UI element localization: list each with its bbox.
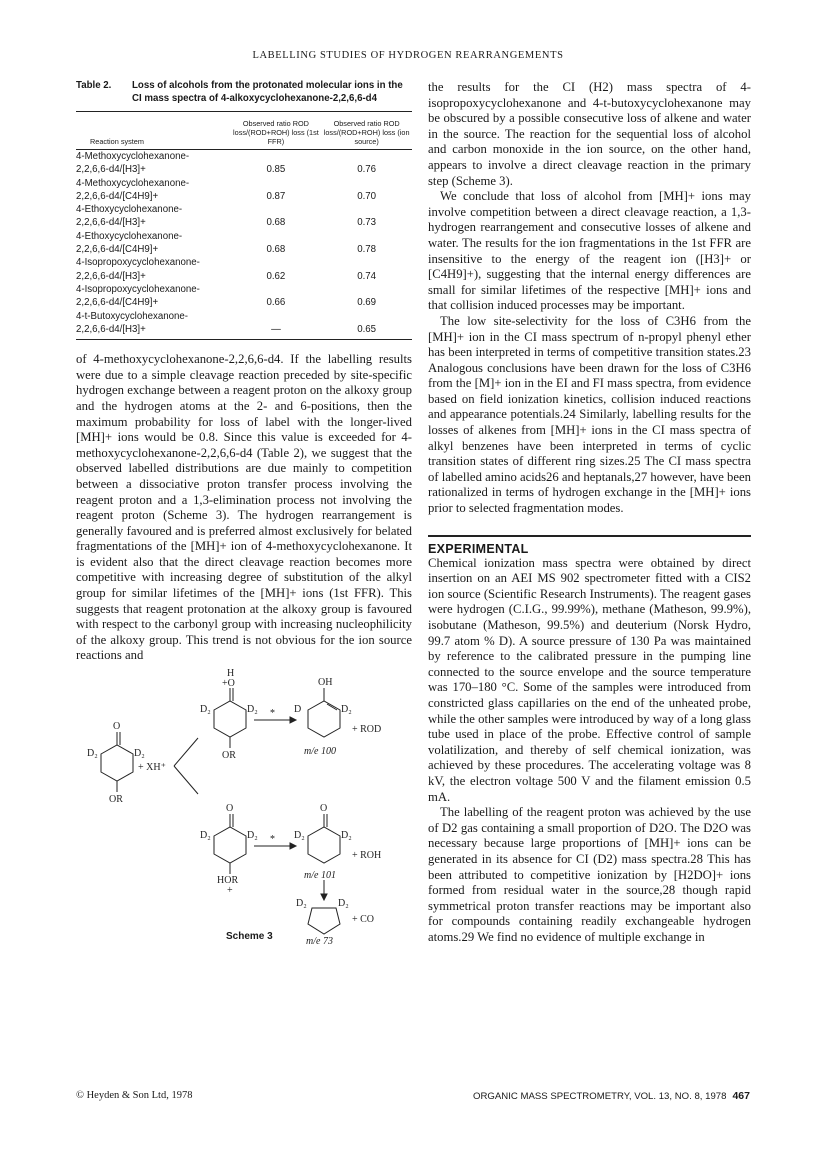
- ratio-ffr: —: [271, 323, 281, 335]
- table-row: [76, 203, 412, 216]
- ratio-ffr: 0.66: [266, 297, 286, 309]
- svg-text:+ CO: + CO: [352, 914, 375, 926]
- svg-text:+ XH⁺: + XH⁺: [138, 762, 166, 774]
- scheme-caption: Scheme 3: [226, 931, 273, 943]
- svg-text:D₂: D₂: [200, 830, 211, 842]
- experimental-paragraph-2: The labelling of the reagent proton was achieved by the use of D2 gas containing a small proportion of D2O. The D2O was necessary because large proportions of [MH]+ ions can be generated in its absence for CI (D2) mass spectra.28 This has been attributed to competitive ionization by [H2DO]+ ions formed from residual water in the source,28 though rapid symmetrical proton transfer reactions may be important also for compounds containing readily exchangeable hydrogen atoms.29 We find no evidence of multiple exchange in: [428, 805, 751, 944]
- scheme-diagram: [76, 668, 412, 948]
- reaction-system-reagent: 2,2,6,6-d4/[C4H9]+: [76, 297, 159, 309]
- ring-product-100: [308, 701, 340, 737]
- table-title: Loss of alcohols from the protonated molecular ions in the CI mass spectra of 4-alkoxycyclohexanone-2,2,6,6-d4: [132, 80, 403, 104]
- ratio-ffr: 0.62: [266, 270, 286, 282]
- table-row: [76, 283, 412, 296]
- table-row: [76, 163, 412, 176]
- reaction-system-reagent: 2,2,6,6-d4/[H3]+: [76, 217, 146, 229]
- svg-text:OR: OR: [109, 794, 123, 806]
- reaction-system-name: 4-Methoxycyclohexanone-: [76, 177, 190, 189]
- reaction-system-name: 4-Methoxycyclohexanone-: [76, 151, 190, 162]
- ratio-ffr: 0.87: [266, 190, 286, 202]
- scheme-o-start: O: [113, 721, 121, 733]
- footer-journal: [473, 1090, 750, 1102]
- svg-text:OR: OR: [222, 750, 236, 762]
- svg-text:D₂: D₂: [247, 704, 258, 716]
- ratio-ffr: 0.85: [266, 164, 286, 176]
- svg-text:*: *: [270, 834, 275, 846]
- svg-text:D₂: D₂: [296, 898, 307, 910]
- svg-text:D₂: D₂: [134, 748, 145, 760]
- ring-product-73: [308, 908, 340, 934]
- svg-text:D₂: D₂: [247, 830, 258, 842]
- ratio-ion-source: 0.74: [357, 270, 377, 282]
- ratio-ffr: 0.68: [266, 217, 286, 229]
- right-column: [428, 80, 751, 945]
- reaction-system-reagent: 2,2,6,6-d4/[C4H9]+: [76, 244, 159, 256]
- table-row: [76, 190, 412, 203]
- svg-text:H: H: [227, 668, 235, 680]
- svg-text:OH: OH: [318, 677, 333, 689]
- right-paragraph-3: The low site-selectivity for the loss of C3H6 from the [MH]+ ion in the CI mass spectrum of n-propyl phenyl ether has been interpreted in terms of competitive transition states.23 Analogous conclusions have been drawn for the loss of C3H6 from the [M]+ ion in the EI and FI mass spectra, from evidence based on field ionization kinetics, collision induced reactions and appearance potentials.24 Similarly, labelling results for the losses of alkenes from [MH]+ ions in the CI mass spectra of alkyl benzenes have been interpreted in terms of cyclic transition states of different ring sizes.25 The CI mass spectra of labelled amino acids26 and heptanals,27 however, have been rationalized in terms of hydrogen exchange in the [MH]+ ions prior to selected fragmentation modes.: [428, 313, 751, 516]
- reaction-system-reagent: 2,2,6,6-d4/[C4H9]+: [76, 190, 159, 202]
- ratio-ion-source: 0.73: [357, 217, 377, 229]
- svg-text:D₂: D₂: [200, 704, 211, 716]
- reaction-system-name: 4-Ethoxycyclohexanone-: [76, 230, 183, 242]
- table-row: [76, 150, 412, 163]
- ratio-ion-source: 0.76: [357, 164, 377, 176]
- svg-text:O: O: [320, 803, 328, 815]
- table-row: [76, 270, 412, 283]
- ring-product-101: [308, 827, 340, 863]
- table-row: [76, 323, 412, 336]
- svg-text:m/e 101: m/e 101: [304, 870, 336, 882]
- header-ffr: Observed ratio ROD loss/(ROD+ROH) loss (1st FFR): [233, 119, 319, 146]
- reaction-system-name: 4-t-Butoxycyclohexanone-: [76, 310, 189, 322]
- right-paragraph-1: the results for the CI (H2) mass spectra of 4-isopropoxycyclohexanone and 4-t-butoxycyclohexanone may be obscured by a possible consecutive loss of alkene and water in the source. The reaction for the sequential loss of alcohol and carbon monoxide in the ion source, on the other hand, appears to involve a direct cleavage reaction in the primary step (Scheme 3).: [428, 80, 751, 188]
- svg-text:+: +: [227, 885, 233, 897]
- table-header: [76, 112, 412, 149]
- table-caption: [76, 80, 412, 105]
- ring-lower: [214, 827, 246, 863]
- experimental-heading: EXPERIMENTAL: [428, 535, 751, 556]
- scheme-3: [76, 668, 412, 948]
- reaction-system-reagent: 2,2,6,6-d4/[H3]+: [76, 164, 146, 176]
- ring-upper: [214, 701, 246, 737]
- footer-copyright: © Heyden & Son Ltd, 1978: [76, 1090, 193, 1101]
- svg-text:+ ROD: + ROD: [352, 724, 382, 736]
- svg-text:D: D: [294, 704, 302, 716]
- header-reaction-system: Reaction system: [90, 137, 144, 146]
- svg-text:HOR: HOR: [217, 875, 239, 887]
- svg-text:D₂: D₂: [341, 830, 352, 842]
- table-row: [76, 243, 412, 256]
- footer-page-number: 467: [732, 1090, 750, 1102]
- left-paragraph: of 4-methoxycyclohexanone-2,2,6,6-d4. If the labelling results were due to a simple cleavage reaction preceded by site-specific hydrogen exchange between a reagent proton on the alkoxy group and the hydrogen atoms at the 2- and 6-positions, then the maximum probability for loss of label with the longer-lived [MH]+ ions would be 0.8. Since this value is exceeded for 4-methoxycyclohexanone-2,2,6,6-d4 (Table 2), we suggest that the observed labelled distributions are due mainly to competition between a dissociative proton transfer process involving the reagent proton and a 1,3-elimination process not involving the reagent proton (Scheme 3). The hydrogen rearrangement is generally favoured and is preferred almost exclusively for belated fragmentations of the [MH]+ ion of 4-methoxycyclohexanone. It is evident also that the direct cleavage reaction becomes more competitive with increasing degree of substitution of the alkyl group for similar lifetimes of the [MH]+ ions (1st FFR). This suggests that reagent protonation at the alkoxy group is favoured with respect to the carbonyl group with increasing nucleophilicity of the alkoxy group. This trend is not obvious for the ion source reactions and: [76, 352, 412, 663]
- svg-text:O: O: [226, 803, 234, 815]
- running-head: LABELLING STUDIES OF HYDROGEN REARRANGEMENTS: [252, 50, 564, 61]
- ratio-ffr: 0.68: [266, 244, 286, 256]
- svg-text:+O: +O: [222, 678, 235, 690]
- footer-journal-name: ORGANIC MASS SPECTROMETRY, VOL. 13, NO. 8, 1978: [473, 1091, 727, 1102]
- svg-text:D₂: D₂: [87, 748, 98, 760]
- table-body: [76, 150, 412, 336]
- table-row: [76, 310, 412, 323]
- ring-start: [101, 745, 133, 781]
- table-row: [76, 216, 412, 229]
- reaction-system-name: 4-Isopropoxycyclohexanone-: [76, 257, 200, 269]
- experimental-paragraph-1: Chemical ionization mass spectra were obtained by direct insertion on an AEI MS 902 spectrometer fitted with a CIS2 ion source (Scientific Research Instruments). The reagent gases were hydrogen (C.I.G., 99.99%), methane (Matheson, 99.9%), isobutane (Matheson, 99.5%) and deuterium (Norsk Hydro, 99.7 atom % D). A source pressure of 130 Pa was maintained by reference to the calibrated pressure in the pumping line connected to the source envelope and the source temperature was 170–180 °C. Some of the samples were introduced from constricted glass capillaries on the end of the unheated probe, while the other samples were introduced by way of a long glass tube used in place of the probe. Effective control of sample volatilization, and thereby of self chemical ionization, was achieved by these procedures. The accelerating voltage was 8 kV, the electron voltage 500 V and the filament emission 0.5 mA.: [428, 555, 751, 804]
- svg-text:D₂: D₂: [294, 830, 305, 842]
- svg-text:*: *: [270, 708, 275, 720]
- right-paragraph-2: We conclude that loss of alcohol from [MH]+ ions may involve competition between a direct cleavage reaction, a 1,3-hydrogen rearrangement and consecutive losses of alkene and water. The results for the ion fragmentations in the 1st FFR are insensitive to the energy of the reagent ion ([H3]+ or [C4H9]+), suggesting that the internal energy differences are small for similar lifetimes of the respective [MH]+ ions and that collision induced processes may be important.: [428, 189, 751, 313]
- ratio-ion-source: 0.69: [357, 297, 377, 309]
- reaction-system-reagent: 2,2,6,6-d4/[H3]+: [76, 270, 146, 282]
- svg-text:m/e 73: m/e 73: [306, 936, 333, 948]
- svg-text:+ ROH: + ROH: [352, 850, 382, 862]
- table-row: [76, 256, 412, 269]
- ratio-ion-source: 0.78: [357, 244, 377, 256]
- left-column: [76, 80, 412, 948]
- svg-text:D₂: D₂: [341, 704, 352, 716]
- table-row: [76, 230, 412, 243]
- table-row: [76, 296, 412, 309]
- reaction-system-reagent: 2,2,6,6-d4/[H3]+: [76, 323, 146, 335]
- ratio-ion-source: 0.65: [357, 323, 377, 335]
- ratio-ion-source: 0.70: [357, 190, 377, 202]
- table-label: Table 2.: [76, 80, 112, 91]
- table-bottom-rule: [76, 339, 412, 340]
- reaction-system-name: 4-Ethoxycyclohexanone-: [76, 204, 183, 216]
- header-ion-source: Observed ratio ROD loss/(ROD+ROH) loss (ion source): [323, 119, 410, 146]
- reaction-system-name: 4-Isopropoxycyclohexanone-: [76, 283, 200, 295]
- svg-text:m/e 100: m/e 100: [304, 746, 336, 758]
- svg-text:D₂: D₂: [338, 898, 349, 910]
- table-row: [76, 177, 412, 190]
